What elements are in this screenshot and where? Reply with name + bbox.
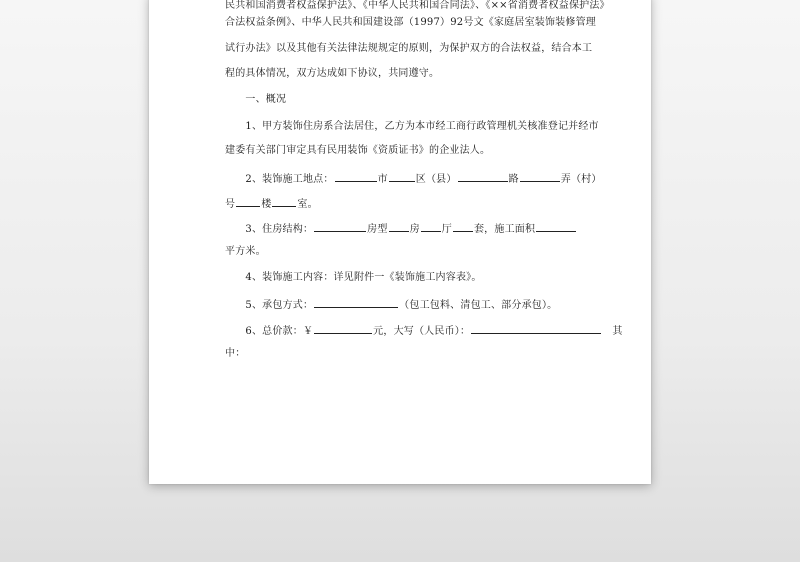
document-text: 1、甲方装饰住房系合法居住，乙方为本市经工商行政管理机关核准登记并经市 bbox=[225, 121, 599, 132]
document-page bbox=[149, 0, 651, 484]
fill-in-blank[interactable] bbox=[421, 220, 441, 232]
document-text: 市 bbox=[377, 174, 388, 185]
document-text: 弄（村） bbox=[560, 174, 602, 185]
document-text: 一、概况 bbox=[225, 94, 287, 105]
fill-in-blank[interactable] bbox=[389, 220, 409, 232]
document-line bbox=[225, 322, 623, 339]
fill-in-blank[interactable] bbox=[335, 170, 377, 182]
document-text: 3、住房结构： bbox=[225, 224, 314, 235]
fill-in-blank[interactable] bbox=[389, 170, 415, 182]
document-text: 路 bbox=[508, 174, 519, 185]
document-text: 合法权益条例》、中华人民共和国建设部（1997）92号文《家庭居室装饰装修管理 bbox=[225, 17, 596, 28]
document-line bbox=[225, 347, 245, 361]
fill-in-blank[interactable] bbox=[453, 220, 473, 232]
document-text: 程的具体情况，双方达成如下协议，共同遵守。 bbox=[225, 68, 440, 79]
fill-in-blank[interactable] bbox=[536, 220, 576, 232]
fill-in-blank[interactable] bbox=[236, 195, 260, 207]
document-text: 套，施工面积 bbox=[473, 224, 536, 235]
document-text: 室。 bbox=[297, 199, 318, 210]
document-line bbox=[225, 42, 592, 56]
document-text: 楼 bbox=[261, 199, 272, 210]
document-line bbox=[225, 144, 490, 158]
document-line bbox=[225, 0, 610, 13]
fill-in-blank[interactable] bbox=[314, 322, 372, 334]
fill-in-blank[interactable] bbox=[471, 322, 601, 334]
document-text: 其 bbox=[602, 326, 623, 337]
document-text: 建委有关部门审定具有民用装饰《资质证书》的企业法人。 bbox=[225, 145, 491, 156]
document-line bbox=[225, 195, 318, 212]
document-text: 6、总价款：￥ bbox=[225, 326, 314, 337]
document-text: 民共和国消费者权益保护法》、《中华人民共和国合同法》、《××省消费者权益保护法》 bbox=[225, 0, 610, 11]
document-text: 试行办法》以及其他有关法律法规规定的原则，为保护双方的合法权益，结合本工 bbox=[225, 43, 593, 54]
document-text: 号 bbox=[225, 199, 236, 210]
document-line bbox=[225, 170, 602, 187]
document-text: 2、装饰施工地点： bbox=[225, 174, 334, 185]
fill-in-blank[interactable] bbox=[314, 220, 366, 232]
document-text: 区（县） bbox=[415, 174, 457, 185]
document-text: 元，大写（人民币）： bbox=[373, 326, 471, 337]
document-text: 中： bbox=[225, 348, 246, 359]
document-text: 厅 bbox=[441, 224, 452, 235]
document-text: 房 bbox=[409, 224, 420, 235]
document-text: 4、装饰施工内容：详见附件一《装饰施工内容表》。 bbox=[225, 272, 482, 283]
document-line bbox=[225, 271, 482, 285]
document-line bbox=[225, 93, 286, 107]
document-text: 平方米。 bbox=[225, 246, 266, 257]
document-text: 房型 bbox=[367, 224, 388, 235]
document-text: （包工包料、清包工、部分承包）。 bbox=[399, 300, 558, 311]
fill-in-blank[interactable] bbox=[272, 195, 296, 207]
fill-in-blank[interactable] bbox=[314, 296, 398, 308]
document-text: 5、承包方式： bbox=[225, 300, 314, 311]
document-line bbox=[225, 220, 577, 237]
fill-in-blank[interactable] bbox=[520, 170, 560, 182]
document-line bbox=[225, 120, 599, 134]
document-line bbox=[225, 16, 596, 30]
document-line bbox=[225, 296, 557, 313]
fill-in-blank[interactable] bbox=[458, 170, 508, 182]
document-line bbox=[225, 245, 266, 259]
document-line bbox=[225, 67, 439, 81]
